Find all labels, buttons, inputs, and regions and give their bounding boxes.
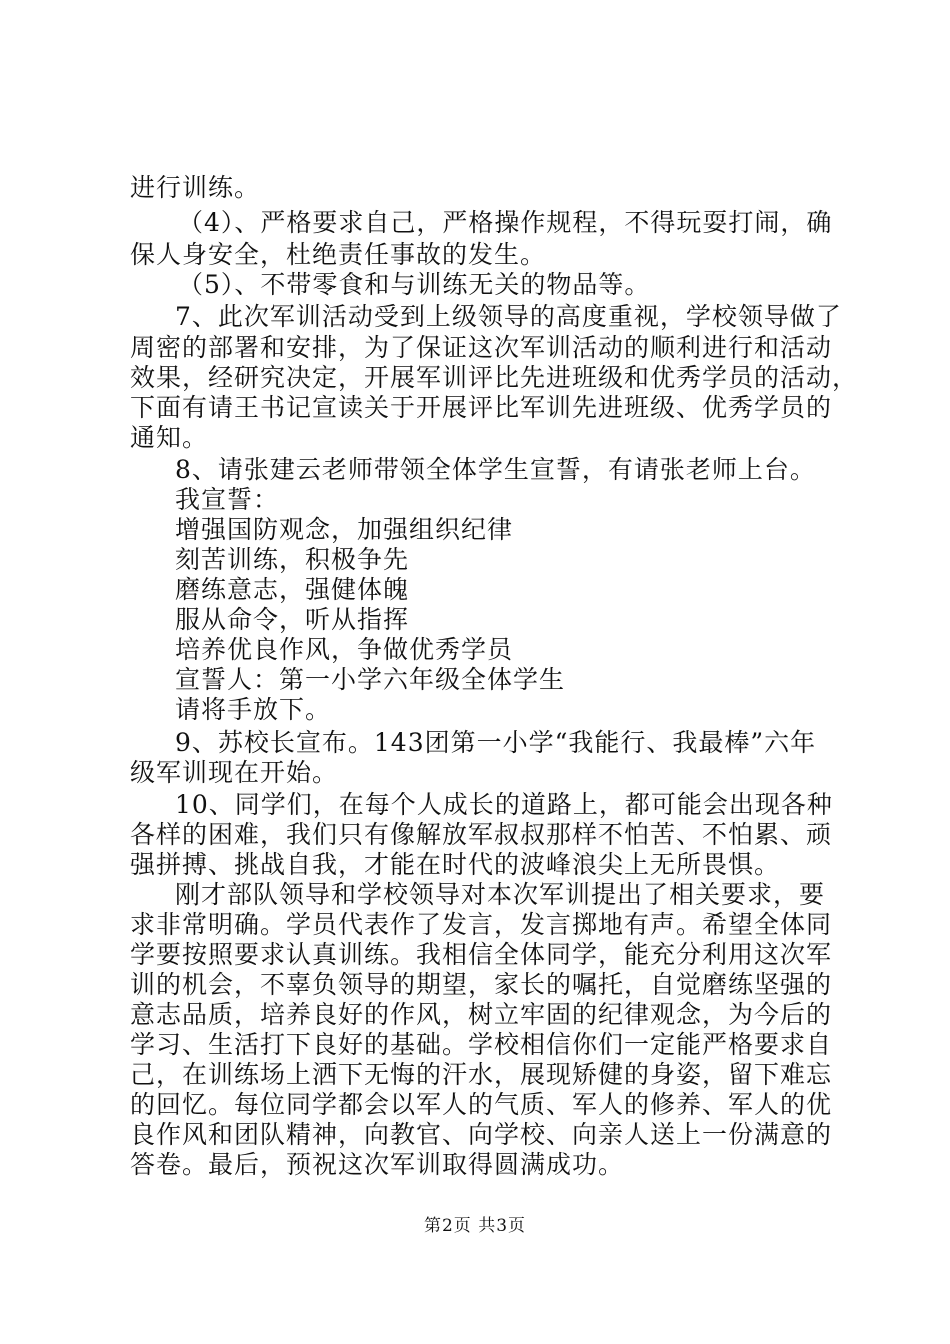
text-line: 训的机会，不辜负领导的期望，家长的嘱托，自觉磨练坚强的 [130, 970, 833, 999]
text-line: 下面有请王书记宣读关于开展评比军训先进班级、优秀学员的 [130, 393, 833, 422]
text-line: 刻苦训练，积极争先 [175, 545, 410, 574]
text-line: 的回忆。每位同学都会以军人的气质、军人的修养、军人的优 [130, 1090, 833, 1119]
text-line: 周密的部署和安排，为了保证这次军训活动的顺利进行和活动 [130, 333, 833, 362]
text-line: 培养优良作风，争做优秀学员 [175, 635, 514, 664]
text-line: 求非常明确。学员代表作了发言，发言掷地有声。希望全体同 [130, 910, 833, 939]
text-line: 9、苏校长宣布。143团第一小学“我能行、我最棒”六年 [175, 728, 817, 757]
text-line: 8、请张建云老师带领全体学生宣誓，有请张老师上台。 [175, 455, 816, 484]
text-line: 意志品质，培养良好的作风，树立牢固的纪律观念，为今后的 [130, 1000, 833, 1029]
text-line: 强拼搏、挑战自我，才能在时代的波峰浪尖上无所畏惧。 [130, 850, 781, 879]
text-line: 答卷。最后，预祝这次军训取得圆满成功。 [130, 1150, 625, 1179]
text-line: 级军训现在开始。 [130, 758, 339, 787]
text-line: 增强国防观念，加强组织纪律 [175, 515, 514, 544]
text-line: 各样的困难，我们只有像解放军叔叔那样不怕苦、不怕累、顽 [130, 820, 833, 849]
text-line: 我宣誓： [175, 485, 280, 514]
text-line: 效果，经研究决定，开展军训评比先进班级和优秀学员的活动， [130, 363, 859, 392]
text-line: 通知。 [130, 423, 209, 452]
text-line: 服从命令，听从指挥 [175, 605, 410, 634]
text-line: 刚才部队领导和学校领导对本次军训提出了相关要求，要 [175, 880, 826, 909]
text-line: 请将手放下。 [175, 695, 332, 724]
text-line: 保人身安全，杜绝责任事故的发生。 [130, 240, 547, 269]
text-line: 己，在训练场上洒下无悔的汗水，展现矫健的身姿，留下难忘 [130, 1060, 833, 1089]
text-line: （4）、严格要求自己，严格操作规程，不得玩耍打闹，确 [178, 208, 833, 237]
text-line: （5）、不带零食和与训练无关的物品等。 [178, 270, 651, 299]
text-line: 磨练意志，强健体魄 [175, 575, 410, 604]
text-line: 7、此次军训活动受到上级领导的高度重视，学校领导做了 [175, 302, 842, 331]
text-line: 宣誓人：第一小学六年级全体学生 [175, 665, 566, 694]
page-number-footer: 第2页 共3页 [423, 1216, 527, 1236]
text-line: 学习、生活打下良好的基础。学校相信你们一定能严格要求自 [130, 1030, 833, 1059]
text-line: 进行训练。 [130, 173, 261, 202]
text-line: 良作风和团队精神，向教官、向学校、向亲人送上一份满意的 [130, 1120, 833, 1149]
text-line: 学要按照要求认真训练。我相信全体同学，能充分利用这次军 [130, 940, 833, 969]
text-line: 10、同学们，在每个人成长的道路上，都可能会出现各种 [175, 790, 833, 819]
